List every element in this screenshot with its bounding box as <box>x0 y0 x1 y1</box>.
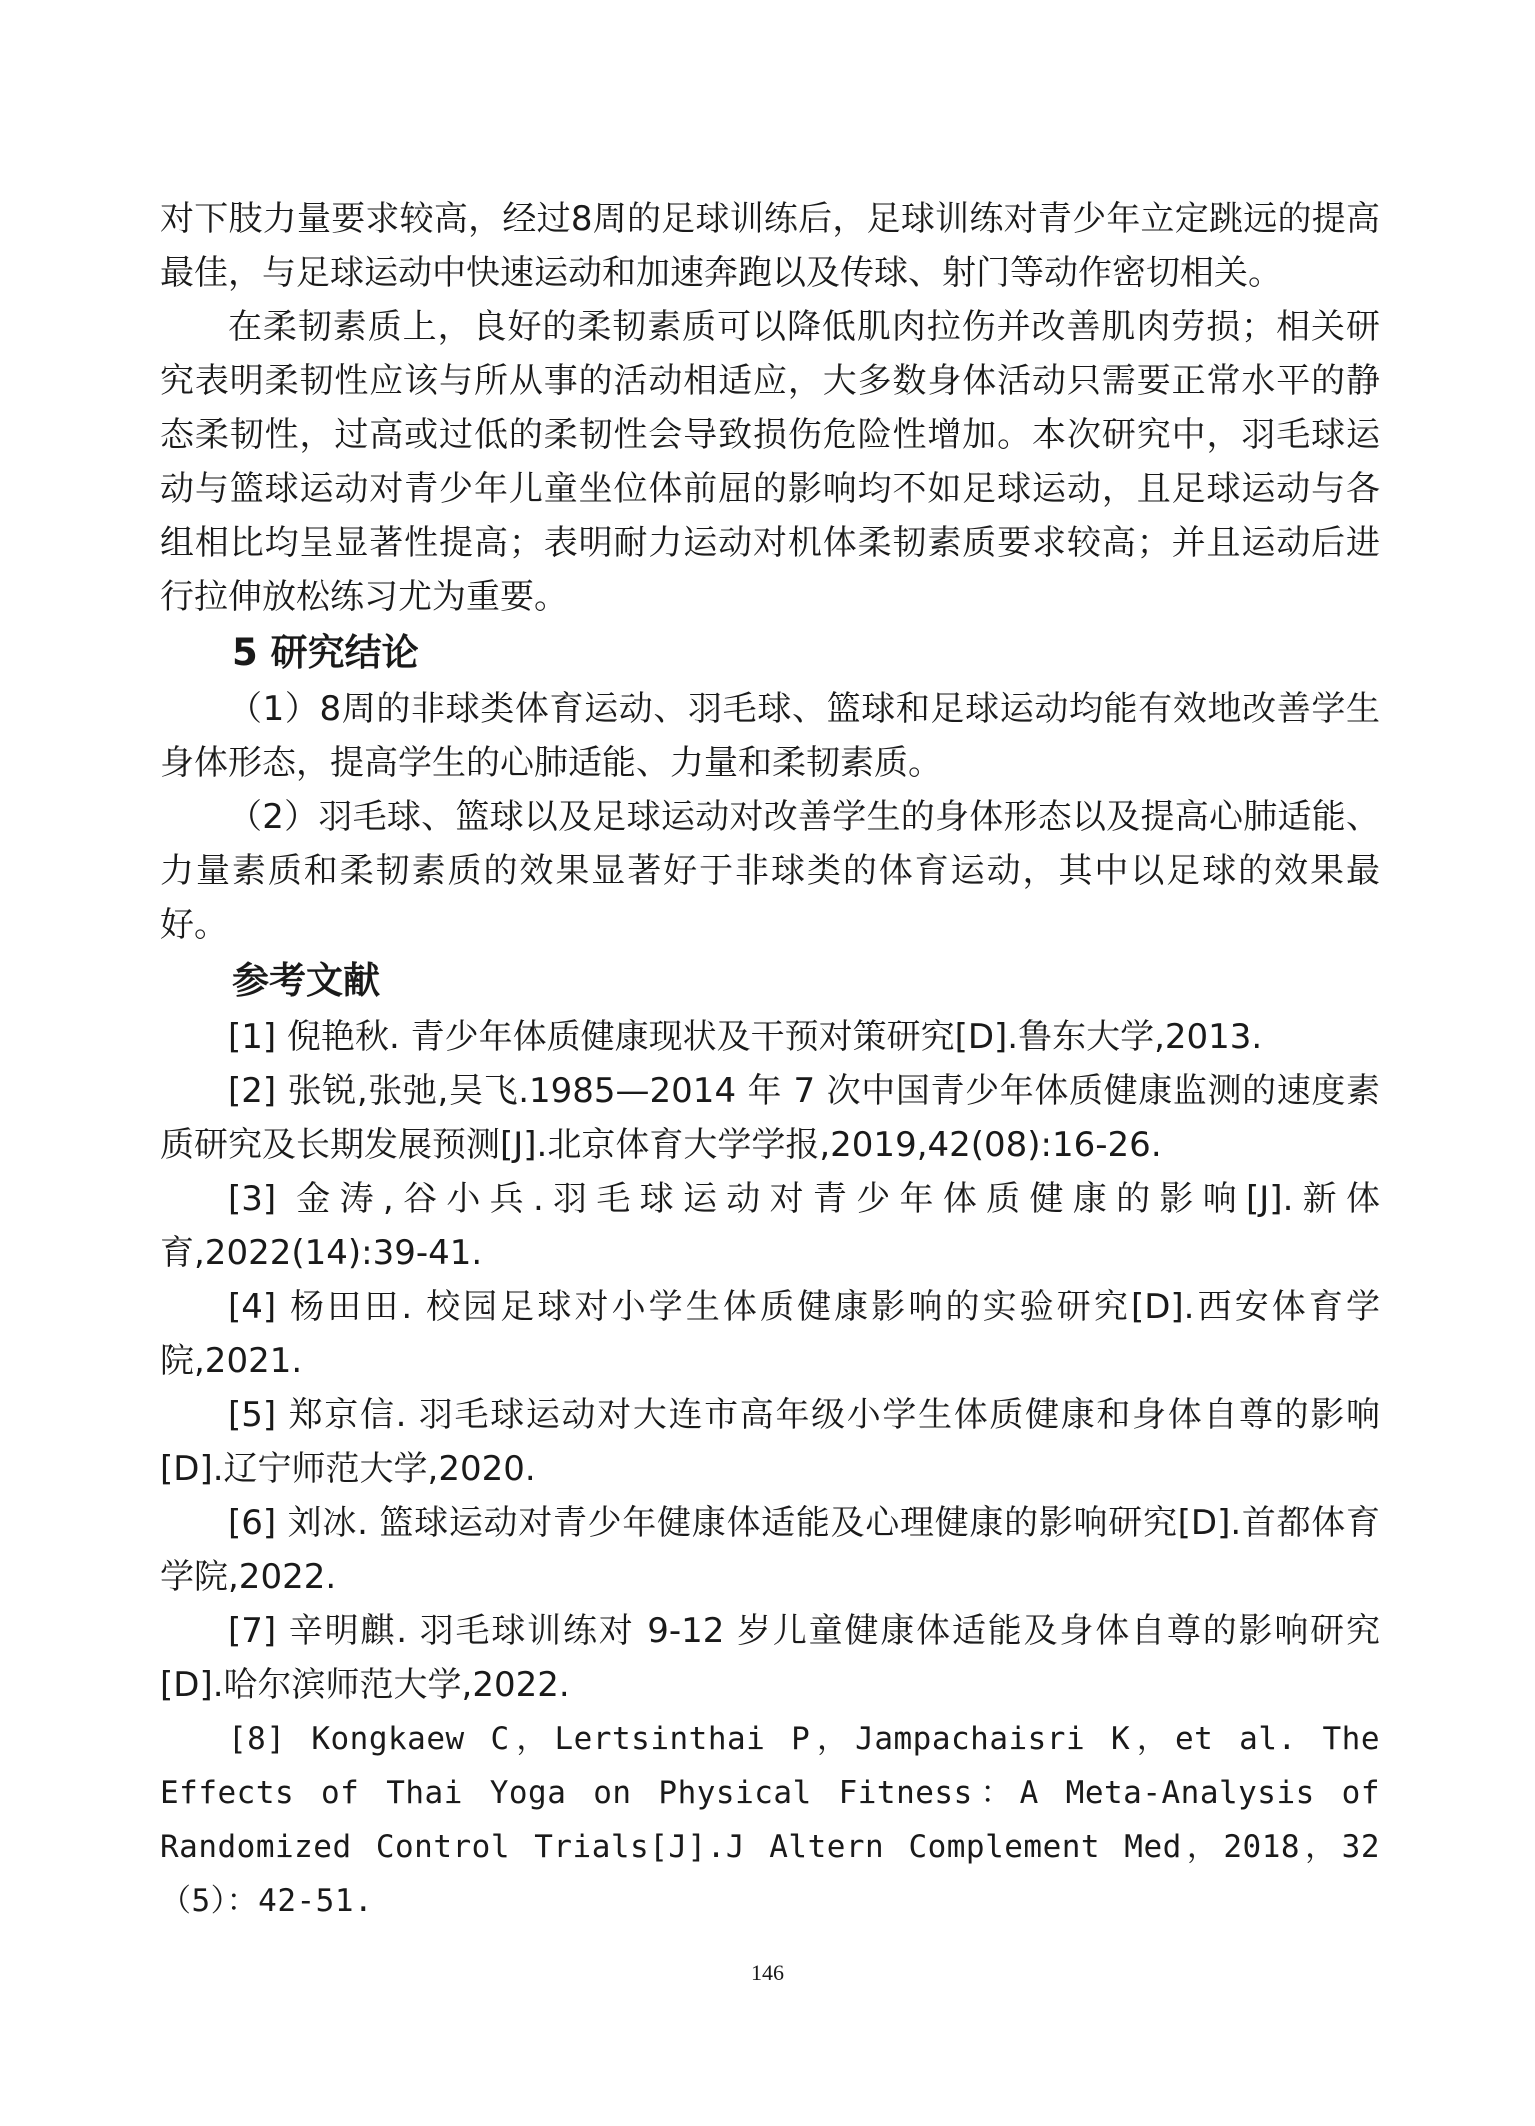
conclusion-item-1: （1）8周的非球类体育运动、羽毛球、篮球和足球运动均能有效地改善学生身体形态，提高学生的心肺适能、力量和柔韧素质。 <box>160 689 1380 783</box>
document-page <box>160 192 1380 1928</box>
reference-item-8: [8] Kongkaew C，Lertsinthai P，Jampachaisri K，et al. The Effects of Thai Yoga on Physical Fitness：A Meta-Analysis of Randomized Control Trials[J].J Altern Complement Med，2018，32（5）：42-51. <box>160 1721 1380 1919</box>
reference-item-7: [7] 辛明麒. 羽毛球训练对 9-12 岁儿童健康体适能及身体自尊的影响研究[D].哈尔滨师范大学,2022. <box>160 1611 1380 1705</box>
body-paragraph-2: 在柔韧素质上，良好的柔韧素质可以降低肌肉拉伤并改善肌肉劳损；相关研究表明柔韧性应该与所从事的活动相适应，大多数身体活动只需要正常水平的静态柔韧性，过高或过低的柔韧性会导致损伤危险性增加。本次研究中，羽毛球运动与篮球运动对青少年儿童坐位体前屈的影响均不如足球运动，且足球运动与各组相比均呈显著性提高；表明耐力运动对机体柔韧素质要求较高；并且运动后进行拉伸放松练习尤为重要。 <box>160 307 1380 617</box>
reference-item-1: [1] 倪艳秋. 青少年体质健康现状及干预对策研究[D].鲁东大学,2013. <box>228 1017 1263 1057</box>
reference-item-5: [5] 郑京信. 羽毛球运动对大连市高年级小学生体质健康和身体自尊的影响[D].辽宁师范大学,2020. <box>160 1395 1380 1489</box>
body-paragraph-1: 对下肢力量要求较高，经过8周的足球训练后，足球训练对青少年立定跳远的提高最佳，与足球运动中快速运动和加速奔跑以及传球、射门等动作密切相关。 <box>160 199 1380 293</box>
reference-item-2: [2] 张锐,张弛,吴飞.1985—2014 年 7 次中国青少年体质健康监测的速度素质研究及长期发展预测[J].北京体育大学学报,2019,42(08):16-26. <box>160 1071 1380 1165</box>
reference-item-4: [4] 杨田田. 校园足球对小学生体质健康影响的实验研究[D].西安体育学院,2021. <box>160 1287 1380 1381</box>
page-number: 146 <box>751 1960 784 1985</box>
reference-item-6: [6] 刘冰. 篮球运动对青少年健康体适能及心理健康的影响研究[D].首都体育学院,2022. <box>160 1503 1380 1597</box>
conclusion-heading: 5 研究结论 <box>232 631 419 674</box>
references-heading: 参考文献 <box>232 959 380 1002</box>
conclusion-item-2: （2）羽毛球、篮球以及足球运动对改善学生的身体形态以及提高心肺适能、力量素质和柔韧素质的效果显著好于非球类的体育运动，其中以足球的效果最好。 <box>160 797 1380 945</box>
reference-item-3: [3] 金涛,谷小兵.羽毛球运动对青少年体质健康的影响[J].新体育,2022(14):39-41. <box>160 1179 1380 1273</box>
